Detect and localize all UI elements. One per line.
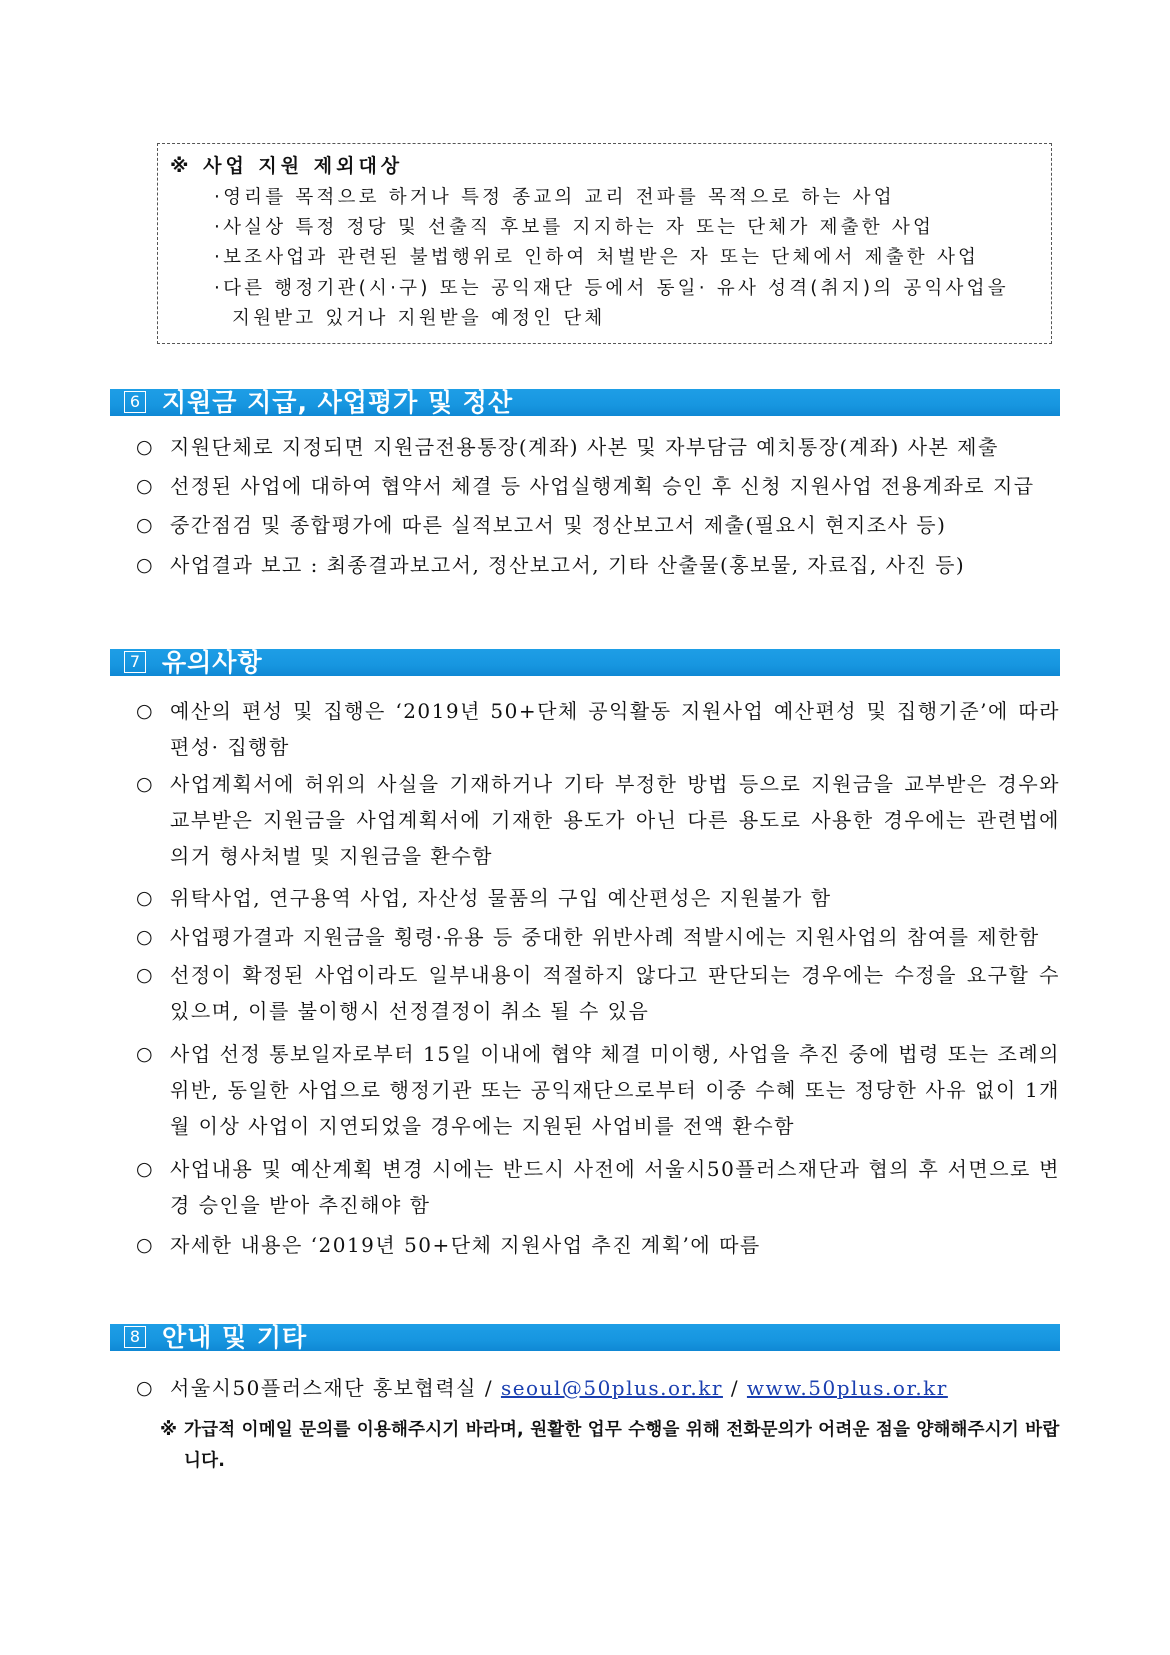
- exclusion-item: ·보조사업과 관련된 불법행위로 인하여 처벌받은 자 또는 단체에서 제출한 사업: [214, 247, 980, 268]
- list-item: [136, 957, 1060, 1029]
- list-item-text: 선정된 사업에 대하여 협약서 체결 등 사업실행계획 승인 후 신청 지원사업 전용계좌로 지급: [170, 474, 1035, 498]
- email-link[interactable]: seoul@50plus.or.kr: [500, 1376, 723, 1400]
- circle-bullet-icon: ○: [136, 436, 155, 458]
- section-title: 유의사항: [162, 648, 263, 677]
- contact-separator: /: [484, 1376, 494, 1400]
- list-item-text: 지원단체로 지정되면 지원금전용통장(계좌) 사본 및 자부담금 예치통장(계좌) 사본 제출: [170, 435, 999, 459]
- section-number: 7: [124, 651, 146, 673]
- list-item-text: 위탁사업, 연구용역 사업, 자산성 물품의 구입 예산편성은 지원불가 함: [170, 886, 832, 910]
- list-item-text: 자세한 내용은 ‘2019년 50+단체 지원사업 추진 계획’에 따름: [170, 1233, 761, 1257]
- list-item: [136, 468, 1060, 504]
- list-item: [136, 766, 1060, 874]
- circle-bullet-icon: ○: [136, 1043, 155, 1065]
- list-item-text: 사업 선정 통보일자로부터 15일 이내에 협약 체결 미이행, 사업을 추진 중에 법령 또는 조례의 위반, 동일한 사업으로 행정기관 또는 공익재단으로부터 이중 수혜 또는 정당한 사유 없이 1개월 이상 사업이 지연되었을 경우에는 지원된 사업비를 전액 환수함: [170, 1042, 1060, 1138]
- contact-note: [160, 1415, 1060, 1477]
- contact-line: [136, 1370, 1060, 1406]
- list-item: [136, 429, 1060, 465]
- note-text: 가급적 이메일 문의를 이용해주시기 바라며, 원활한 업무 수행을 위해 전화문의가 어려운 점을 양해해주시기 바랍니다.: [184, 1420, 1060, 1471]
- section-header-6: [110, 389, 1060, 416]
- circle-bullet-icon: ○: [136, 1234, 155, 1256]
- contact-text: [170, 1370, 1060, 1406]
- exclusion-item: ·영리를 목적으로 하거나 특정 종교의 교리 전파를 목적으로 하는 사업: [214, 187, 895, 208]
- circle-bullet-icon: ○: [136, 1377, 155, 1399]
- circle-bullet-icon: ○: [136, 1158, 155, 1180]
- list-item: [136, 1151, 1060, 1223]
- list-item-text: 중간점검 및 종합평가에 따른 실적보고서 및 정산보고서 제출(필요시 현지조사 등): [170, 513, 947, 537]
- circle-bullet-icon: ○: [136, 887, 155, 909]
- list-item: [136, 880, 1060, 916]
- section-number: 8: [124, 1326, 146, 1348]
- list-item: [136, 919, 1060, 955]
- contact-separator: /: [730, 1376, 740, 1400]
- list-item: [136, 507, 1060, 543]
- section-header-8: [110, 1324, 1060, 1351]
- exclusion-item-continuation: 지원받고 있거나 지원받을 예정인 단체: [232, 308, 606, 329]
- circle-bullet-icon: ○: [136, 964, 155, 986]
- list-item: [136, 1227, 1060, 1263]
- exclusion-title: ※ 사업 지원 제외대상: [170, 155, 404, 177]
- circle-bullet-icon: ○: [136, 554, 155, 576]
- list-item-text: 사업내용 및 예산계획 변경 시에는 반드시 사전에 서울시50플러스재단과 협의 후 서면으로 변경 승인을 받아 추진해야 함: [170, 1157, 1060, 1217]
- section-number: 6: [124, 391, 146, 413]
- section-title: 안내 및 기타: [162, 1323, 308, 1352]
- list-item-text: 선정이 확정된 사업이라도 일부내용이 적절하지 않다고 판단되는 경우에는 수정을 요구할 수 있으며, 이를 불이행시 선정결정이 취소 될 수 있음: [170, 963, 1060, 1023]
- section-header-7: [110, 649, 1060, 676]
- circle-bullet-icon: ○: [136, 514, 155, 536]
- list-item-text: 사업평가결과 지원금을 횡령·유용 등 중대한 위반사례 적발시에는 지원사업의 참여를 제한함: [170, 925, 1040, 949]
- circle-bullet-icon: ○: [136, 475, 155, 497]
- list-item: [136, 547, 1060, 583]
- list-item-text: 사업결과 보고 : 최종결과보고서, 정산보고서, 기타 산출물(홍보물, 자료집, 사진 등): [170, 553, 966, 577]
- circle-bullet-icon: ○: [136, 700, 155, 722]
- exclusion-item: ·사실상 특정 정당 및 선출직 후보를 지지하는 자 또는 단체가 제출한 사업: [214, 217, 935, 238]
- circle-bullet-icon: ○: [136, 926, 155, 948]
- list-item: [136, 693, 1060, 765]
- circle-bullet-icon: ○: [136, 773, 155, 795]
- list-item: [136, 1036, 1060, 1144]
- website-link[interactable]: www.50plus.or.kr: [746, 1376, 948, 1400]
- list-item-text: 사업계획서에 허위의 사실을 기재하거나 기타 부정한 방법 등으로 지원금을 교부받은 경우와 교부받은 지원금을 사업계획서에 기재한 용도가 아닌 다른 용도로 사용한 경우에는 관련법에 의거 형사처벌 및 지원금을 환수함: [170, 772, 1060, 868]
- reference-mark-icon: ※: [160, 1420, 178, 1440]
- contact-org: 서울시50플러스재단 홍보협력실: [170, 1376, 477, 1400]
- list-item-text: 예산의 편성 및 집행은 ‘2019년 50+단체 공익활동 지원사업 예산편성 및 집행기준’에 따라 편성· 집행함: [170, 699, 1060, 759]
- section-title: 지원금 지급, 사업평가 및 정산: [162, 388, 514, 417]
- exclusion-item: ·다른 행정기관(시·구) 또는 공익재단 등에서 동일· 유사 성격(취지)의 공익사업을: [214, 278, 1009, 299]
